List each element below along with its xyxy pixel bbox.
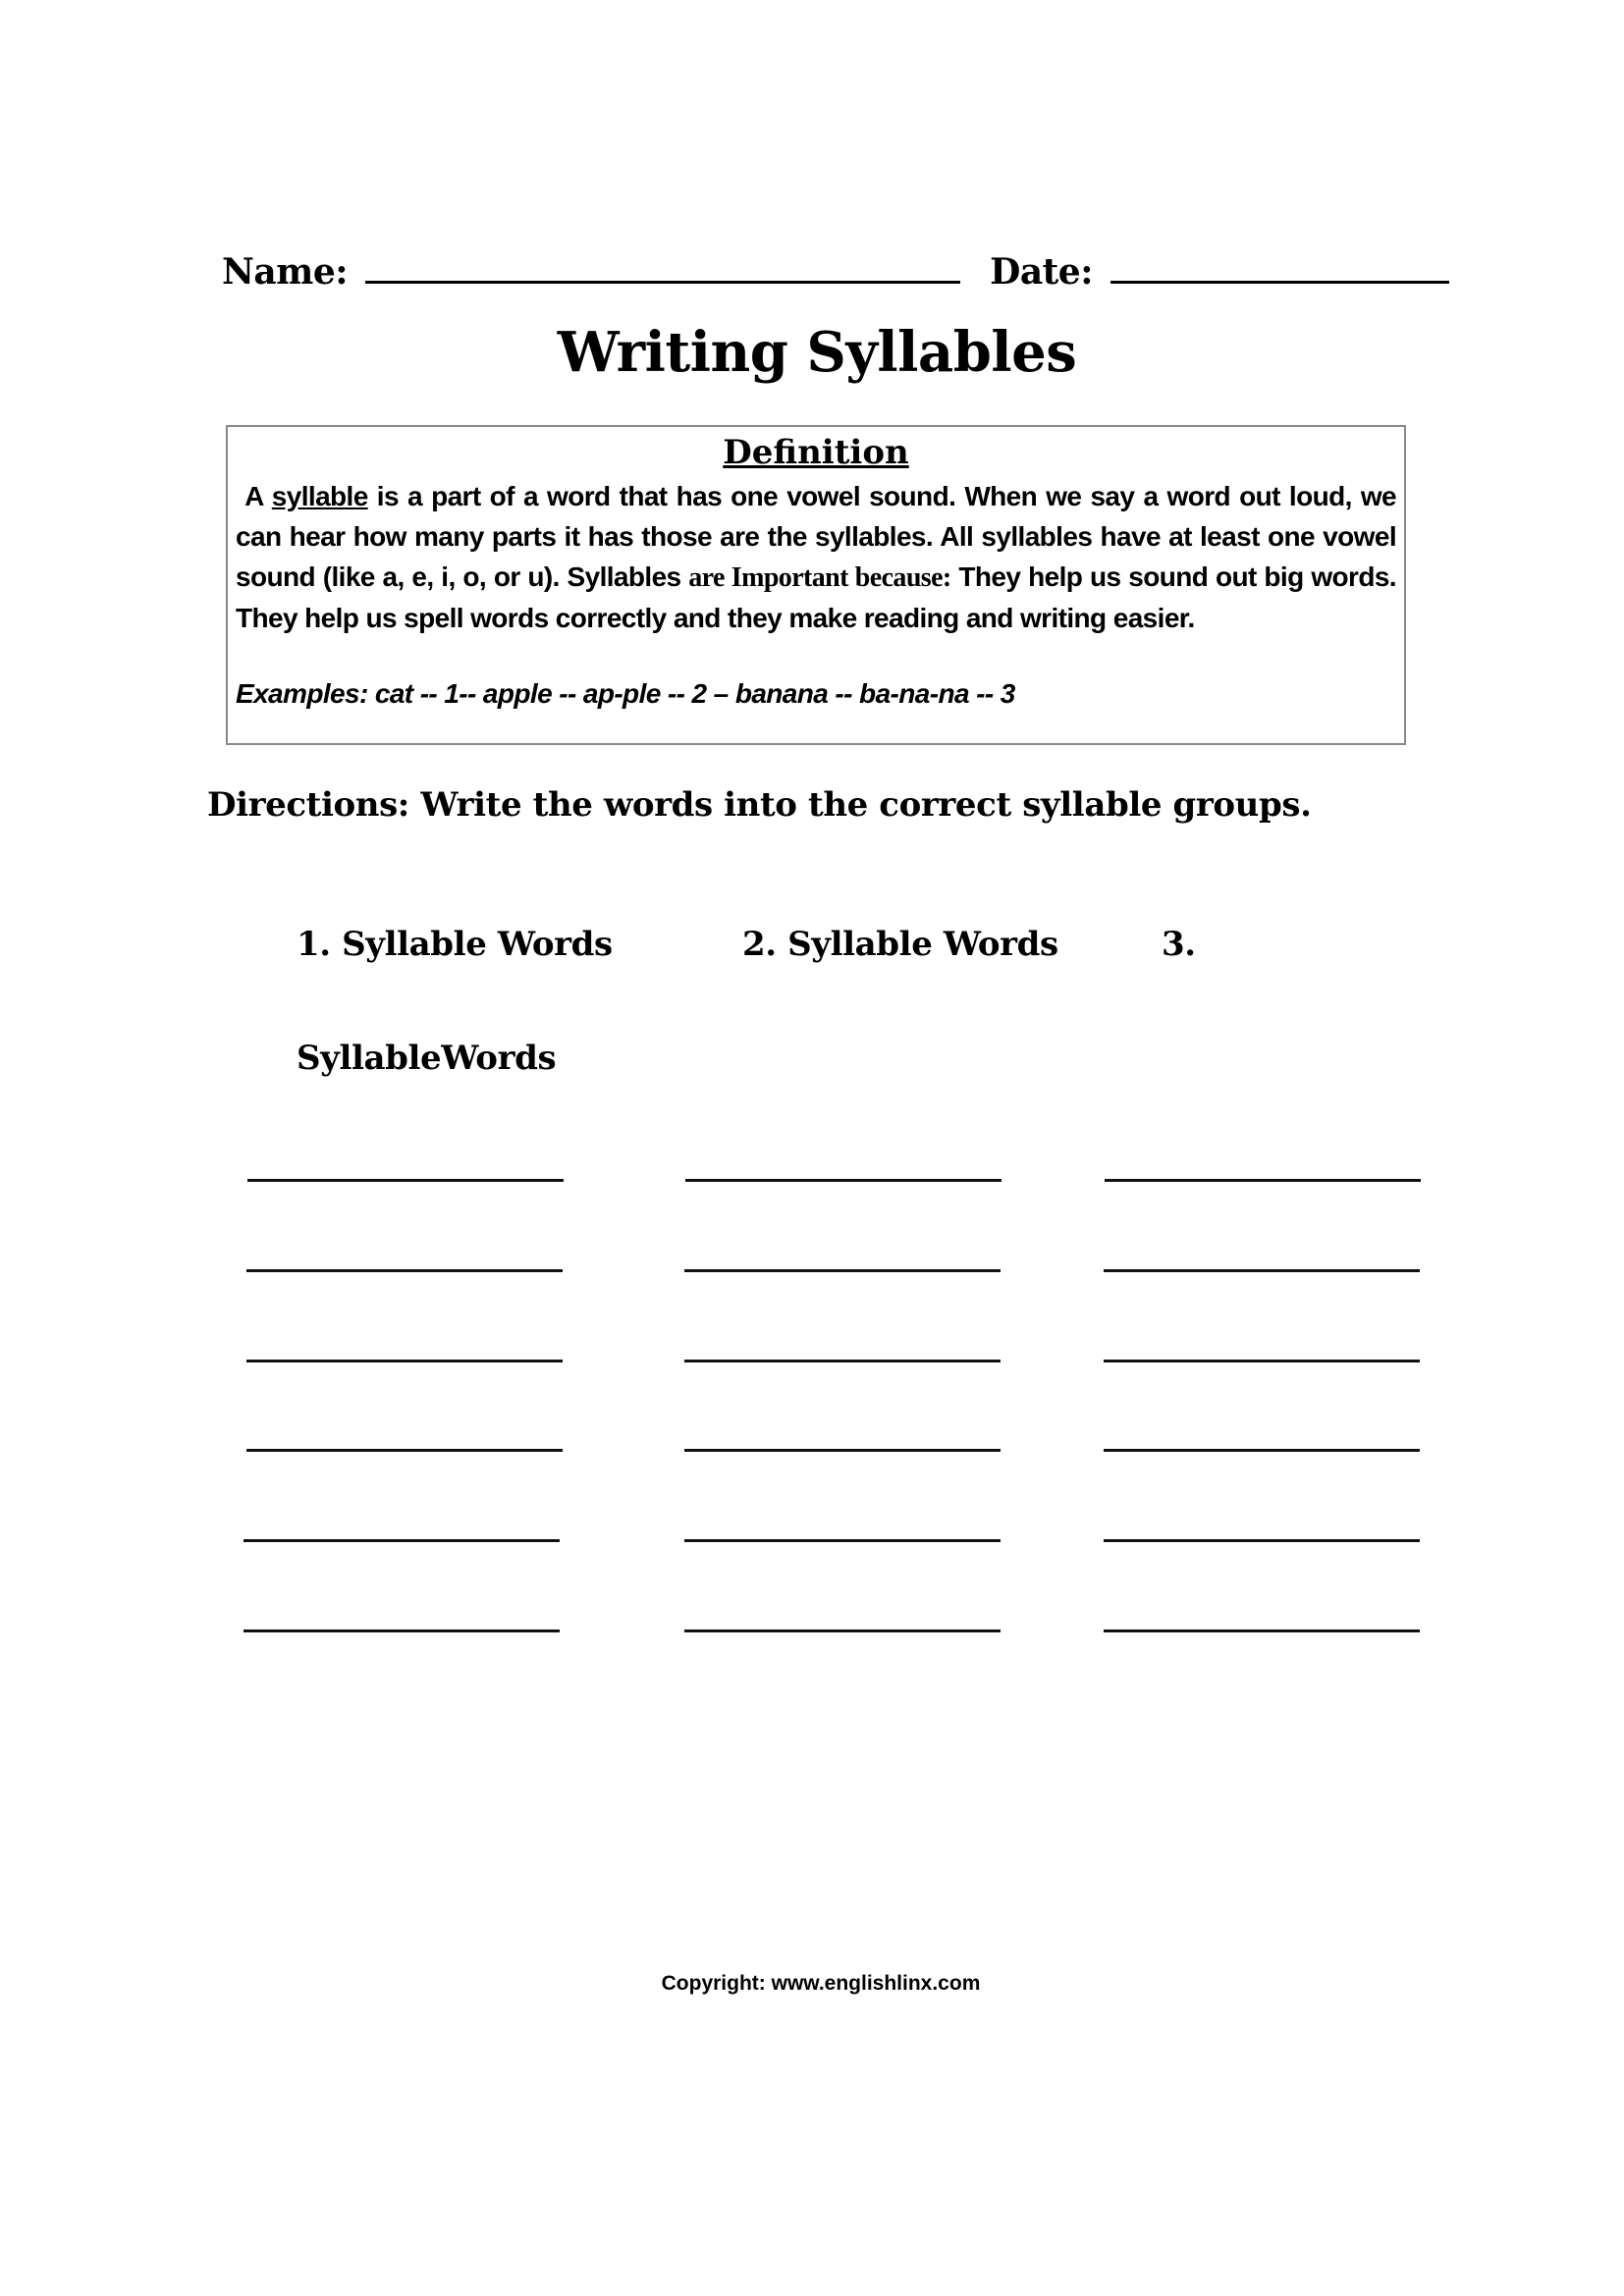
- column-heading-1: 1. Syllable Words: [297, 925, 613, 964]
- answer-line[interactable]: [247, 1179, 564, 1182]
- copyright-footer: Copyright: www.englishlinx.com: [661, 1972, 981, 1995]
- name-field[interactable]: [365, 253, 960, 284]
- definition-text-c: They help us sound out big words. They help us spell words correctly and they make reading and writing easier.: [236, 561, 1396, 633]
- definition-text-important: are Important because:: [688, 562, 951, 593]
- date-label: Date:: [990, 251, 1093, 293]
- answer-line[interactable]: [1104, 1629, 1420, 1632]
- page-title: Writing Syllables: [557, 320, 1077, 385]
- column-heading-3: 3.: [1162, 925, 1196, 964]
- answer-line[interactable]: [1104, 1449, 1420, 1452]
- answer-line[interactable]: [1105, 1179, 1421, 1182]
- definition-heading: Definition: [723, 433, 909, 472]
- definition-text-b: is a part of a word that has one vowel sound. When we say a word out loud, we can hear how many parts it has those are the syllables. All syllables have at least one vowel sound (like a, e, i, o, or u). Syllables: [236, 481, 1396, 592]
- answer-line[interactable]: [685, 1179, 1001, 1182]
- answer-line[interactable]: [684, 1360, 1001, 1362]
- name-label: Name:: [222, 251, 349, 293]
- definition-term-syllable: syllable: [271, 481, 368, 511]
- answer-line[interactable]: [1104, 1539, 1420, 1542]
- column-heading-2: 2. Syllable Words: [742, 925, 1058, 964]
- answer-line[interactable]: [1104, 1360, 1420, 1362]
- definition-box: [226, 425, 1406, 745]
- definition-examples: Examples: cat -- 1-- apple -- ap-ple -- 2 – banana -- ba-na-na -- 3: [236, 678, 1015, 709]
- definition-text: [236, 476, 1396, 638]
- answer-line[interactable]: [684, 1269, 1001, 1272]
- definition-text-a: A: [244, 481, 272, 511]
- name-date-row: [222, 251, 1449, 293]
- answer-line[interactable]: [246, 1269, 563, 1272]
- answer-line[interactable]: [684, 1629, 1001, 1632]
- answer-line[interactable]: [244, 1629, 560, 1632]
- answer-line[interactable]: [246, 1360, 563, 1362]
- date-field[interactable]: [1110, 253, 1449, 284]
- answer-line[interactable]: [246, 1449, 563, 1452]
- column-heading-3-continuation: SyllableWords: [297, 1039, 557, 1078]
- answer-line[interactable]: [244, 1539, 560, 1542]
- answer-line[interactable]: [684, 1449, 1001, 1452]
- answer-line[interactable]: [1104, 1269, 1420, 1272]
- directions-text: Directions: Write the words into the correct syllable groups.: [207, 785, 1312, 825]
- answer-line[interactable]: [684, 1539, 1001, 1542]
